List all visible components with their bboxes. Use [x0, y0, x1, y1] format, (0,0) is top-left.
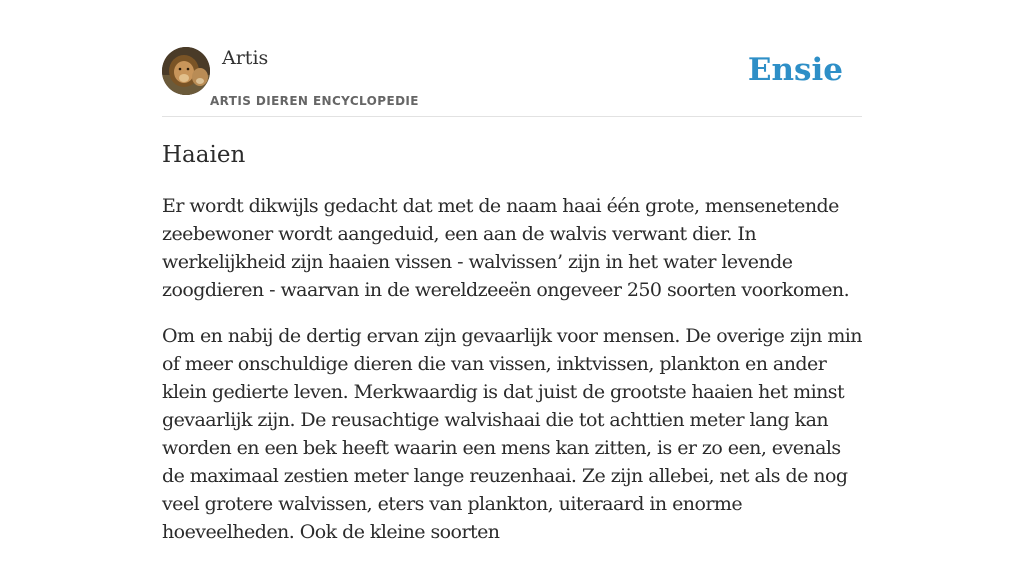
header — [162, 0, 862, 117]
author-name[interactable]: Artis — [222, 47, 269, 69]
lion-photo-icon — [162, 47, 210, 95]
article-paragraph: Om en nabij de dertig ervan zijn gevaarlijk voor mensen. De overige zijn min of meer onschuldige dieren die van vissen, inktvissen, plankton en ander klein gedierte leven. Merkwaardig is dat juist de grootste haaien het minst gevaarlijk zijn. De reusachtige walvishaai die tot achttien meter lang kan worden en een bek heeft waarin een mens kan zitten, is er zo een, evenals de maximaal zestien meter lange reuzenhaai. Ze zijn allebei, net als de nog veel grotere walvissen, eters van plankton, uiteraard in enorme hoeveelheden. Ook de kleine soorten — [162, 325, 862, 543]
brand-logo[interactable]: Ensie — [747, 52, 843, 88]
page — [162, 0, 862, 543]
article-paragraph: Er wordt dikwijls gedacht dat met de naam haai één grote, mensenetende zeebewoner wordt aangeduid, een aan de walvis verwant dier. In werkelijkheid zijn haaien vissen - walvissen’ zijn in het water levende zoogdieren - waarvan in de wereldzeeën ongeveer 250 soorten voorkomen. — [162, 195, 850, 301]
source-subtitle[interactable]: ARTIS DIEREN ENCYCLOPEDIE — [210, 94, 419, 108]
page-title: Haaien — [162, 142, 246, 168]
avatar[interactable] — [162, 47, 210, 95]
article-body — [162, 192, 862, 564]
